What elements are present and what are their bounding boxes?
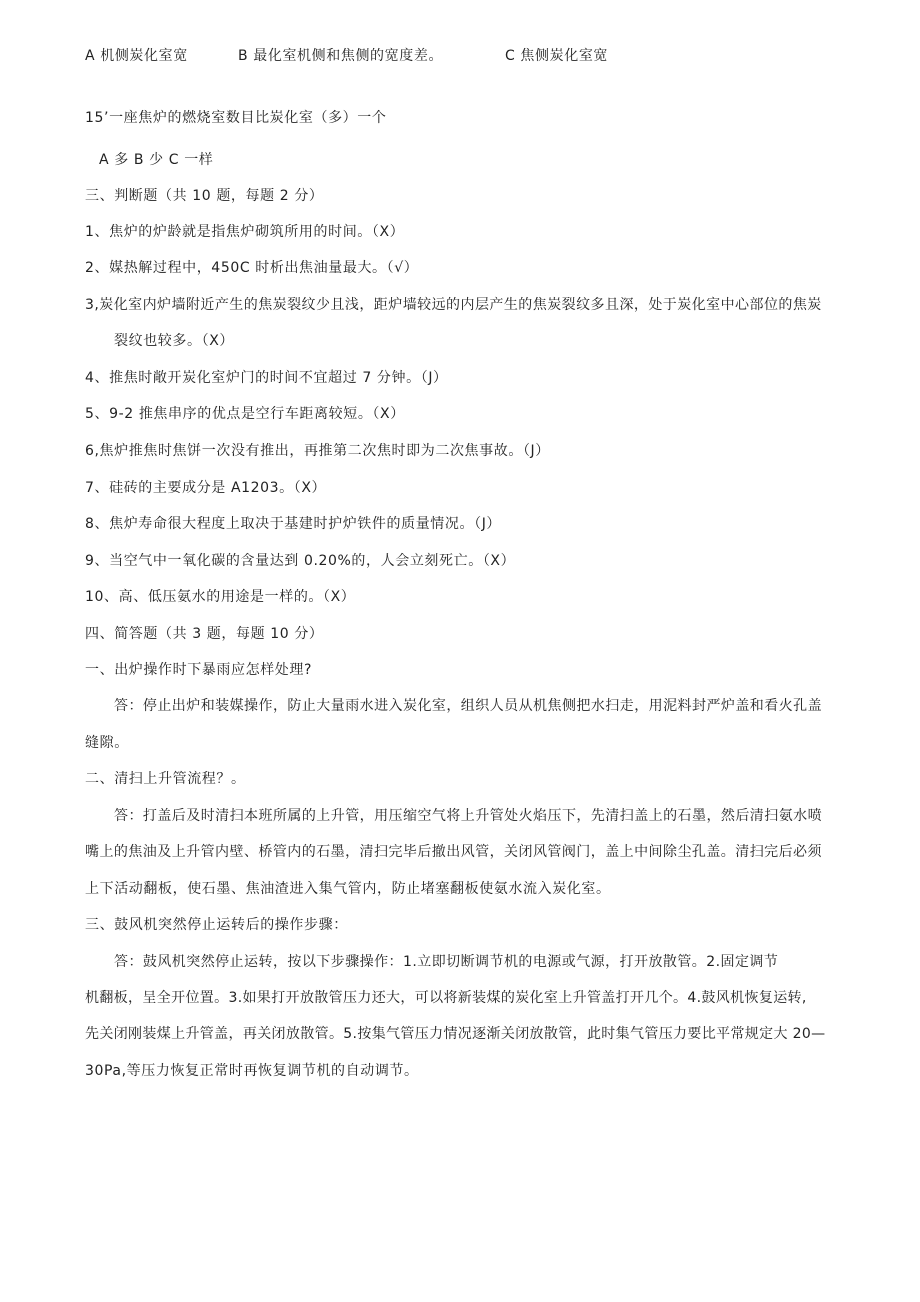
short-answer-q3-title: 三、鼓风机突然停止运转后的操作步骤：	[85, 917, 348, 933]
short-answer-q3-answer-line-1: 答：鼓风机突然停止运转，按以下步骤操作：1.立即切断调节机的电源或气源，打开放散管。2.固定调节	[114, 954, 779, 970]
judgment-item-7: 7、硅砖的主要成分是 A1203。（X）	[85, 480, 327, 496]
short-answer-q2-answer-line-3: 上下活动翻板，使石墨、焦油渣进入集气管内，防止堵塞翻板使氨水流入炭化室。	[85, 881, 611, 897]
judgment-item-2: 2、媒热解过程中，450C 时析出焦油量最大。（√）	[85, 260, 419, 276]
judgment-item-5: 5、9-2 推焦串序的优点是空行车距离较短。（X）	[85, 406, 405, 422]
option-a: A 机侧炭化室宽	[85, 48, 188, 64]
judgment-item-10: 10、高、低压氨水的用途是一样的。（X）	[85, 589, 356, 605]
question-15: 15’一座焦炉的燃烧室数目比炭化室（多）一个	[85, 110, 387, 126]
short-answer-q3-answer-line-2: 机翻板，呈全开位置。3.如果打开放散管压力还大，可以将新装煤的炭化室上升管盖打开几个。4.鼓风机恢复运转,	[85, 990, 807, 1006]
short-answer-q1-title: 一、出炉操作时下暴雨应怎样处理?	[85, 662, 313, 678]
section-3-heading: 三、判断题（共 10 题，每题 2 分）	[85, 188, 324, 204]
short-answer-q2-title: 二、清扫上升管流程？。	[85, 771, 246, 787]
short-answer-q1-answer-line-2: 缝隙。	[85, 735, 129, 751]
short-answer-q3-answer-line-3: 先关闭刚装煤上升管盖，再关闭放散管。5.按集气管压力情况逐渐关闭放散管，此时集气管压力要比平常规定大 20—	[85, 1026, 826, 1042]
option-c: C 焦侧炭化室宽	[505, 48, 609, 64]
short-answer-q2-answer-line-2: 嘴上的焦油及上升管内壁、桥管内的石墨，清扫完毕后撤出风管，关闭风管阀门，盖上中间除尘孔盖。清扫完后必须	[85, 844, 822, 860]
judgment-item-9: 9、当空气中一氧化碳的含量达到 0.20%的，人会立刻死亡。（X）	[85, 553, 516, 569]
option-b: B 最化室机侧和焦侧的宽度差。	[238, 48, 444, 64]
judgment-item-8: 8、焦炉寿命很大程度上取决于基建时护炉铁件的质量情况。（J）	[85, 516, 502, 532]
question-15-options: A 多 B 少 C 一样	[99, 152, 214, 168]
judgment-item-1: 1、焦炉的炉龄就是指焦炉砌筑所用的时间。（X）	[85, 224, 405, 240]
judgment-item-3-cont: 裂纹也较多。（X）	[114, 333, 234, 349]
judgment-item-6: 6,焦炉推焦时焦饼一次没有推出，再推第二次焦时即为二次焦事故。（J）	[85, 443, 550, 459]
short-answer-q3-answer-line-4: 30Pa,等压力恢复正常时再恢复调节机的自动调节。	[85, 1063, 419, 1079]
judgment-item-3: 3,炭化室内炉墙附近产生的焦炭裂纹少且浅，距炉墙较远的内层产生的焦炭裂纹多且深，处于炭化室中心部位的焦炭	[85, 297, 822, 313]
short-answer-q1-answer-line-1: 答：停止出炉和装媒操作，防止大量雨水进入炭化室，组织人员从机焦侧把水扫走，用泥料封严炉盖和看火孔盖	[114, 698, 823, 714]
section-4-heading: 四、简答题（共 3 题，每题 10 分）	[85, 626, 324, 642]
short-answer-q2-answer-line-1: 答：打盖后及时清扫本班所属的上升管，用压缩空气将上升管处火焰压下，先清扫盖上的石墨，然后清扫氨水喷	[114, 808, 823, 824]
judgment-item-4: 4、推焦时敞开炭化室炉门的时间不宜超过 7 分钟。（J）	[85, 370, 448, 386]
